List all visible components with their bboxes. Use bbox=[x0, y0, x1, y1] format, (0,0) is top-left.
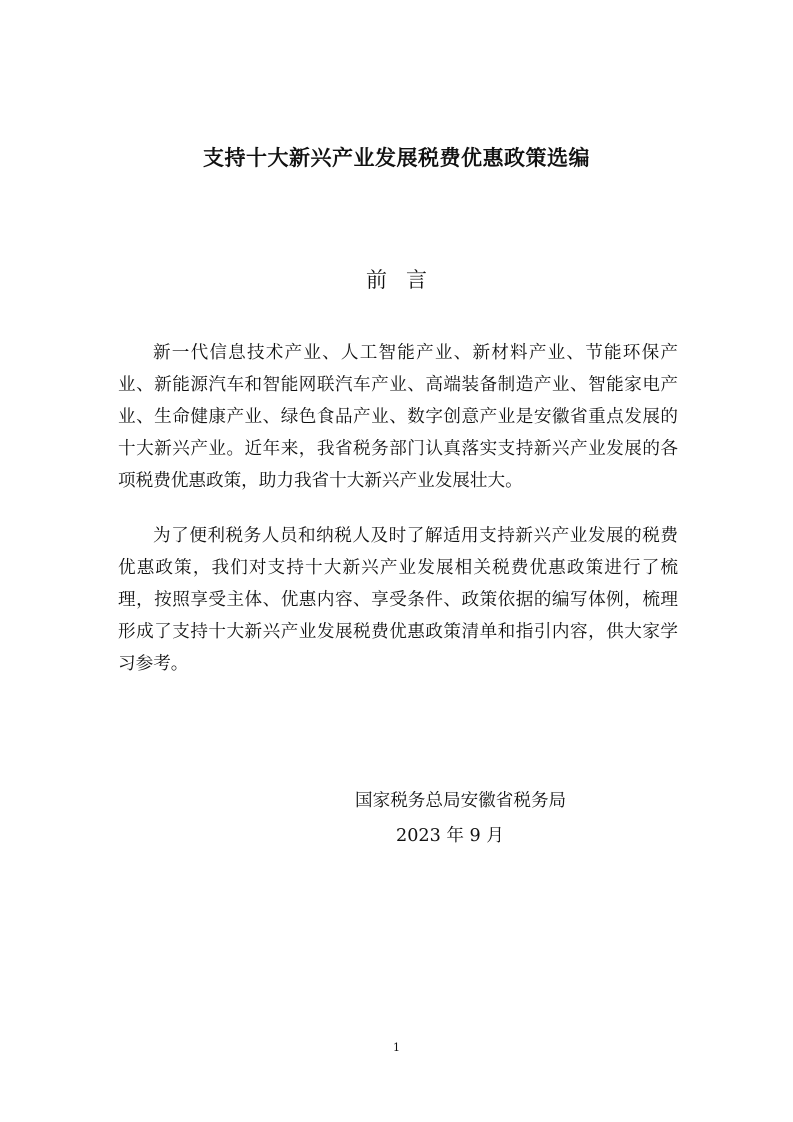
preface-heading: 前言 bbox=[366, 268, 446, 292]
signature-organization: 国家税务总局安徽省税务局 bbox=[355, 791, 567, 811]
preface-paragraph: 为了便利税务人员和纳税人及时了解适用支持新兴产业发展的税费优惠政策，我们对支持十大新兴产业发展相关税费优惠政策进行了梳理，按照享受主体、优惠内容、享受条件、政策依据的编写体例，梳理形成了支持十大新兴产业发展税费优惠政策清单和指引内容，供大家学习参考。 bbox=[118, 526, 678, 674]
signature-date: 2023 年 9 月 bbox=[396, 826, 504, 846]
page-number: 1 bbox=[393, 1041, 400, 1054]
preface-paragraph: 新一代信息技术产业、人工智能产业、新材料产业、节能环保产业、新能源汽车和智能网联汽车产业、高端装备制造产业、智能家电产业、生命健康产业、绿色食品产业、数字创意产业是安徽省重点发展的十大新兴产业。近年来，我省税务部门认真落实支持新兴产业发展的各项税费优惠政策，助力我省十大新兴产业发展壮大。 bbox=[118, 343, 678, 491]
document-title: 支持十大新兴产业发展税费优惠政策选编 bbox=[203, 145, 590, 170]
